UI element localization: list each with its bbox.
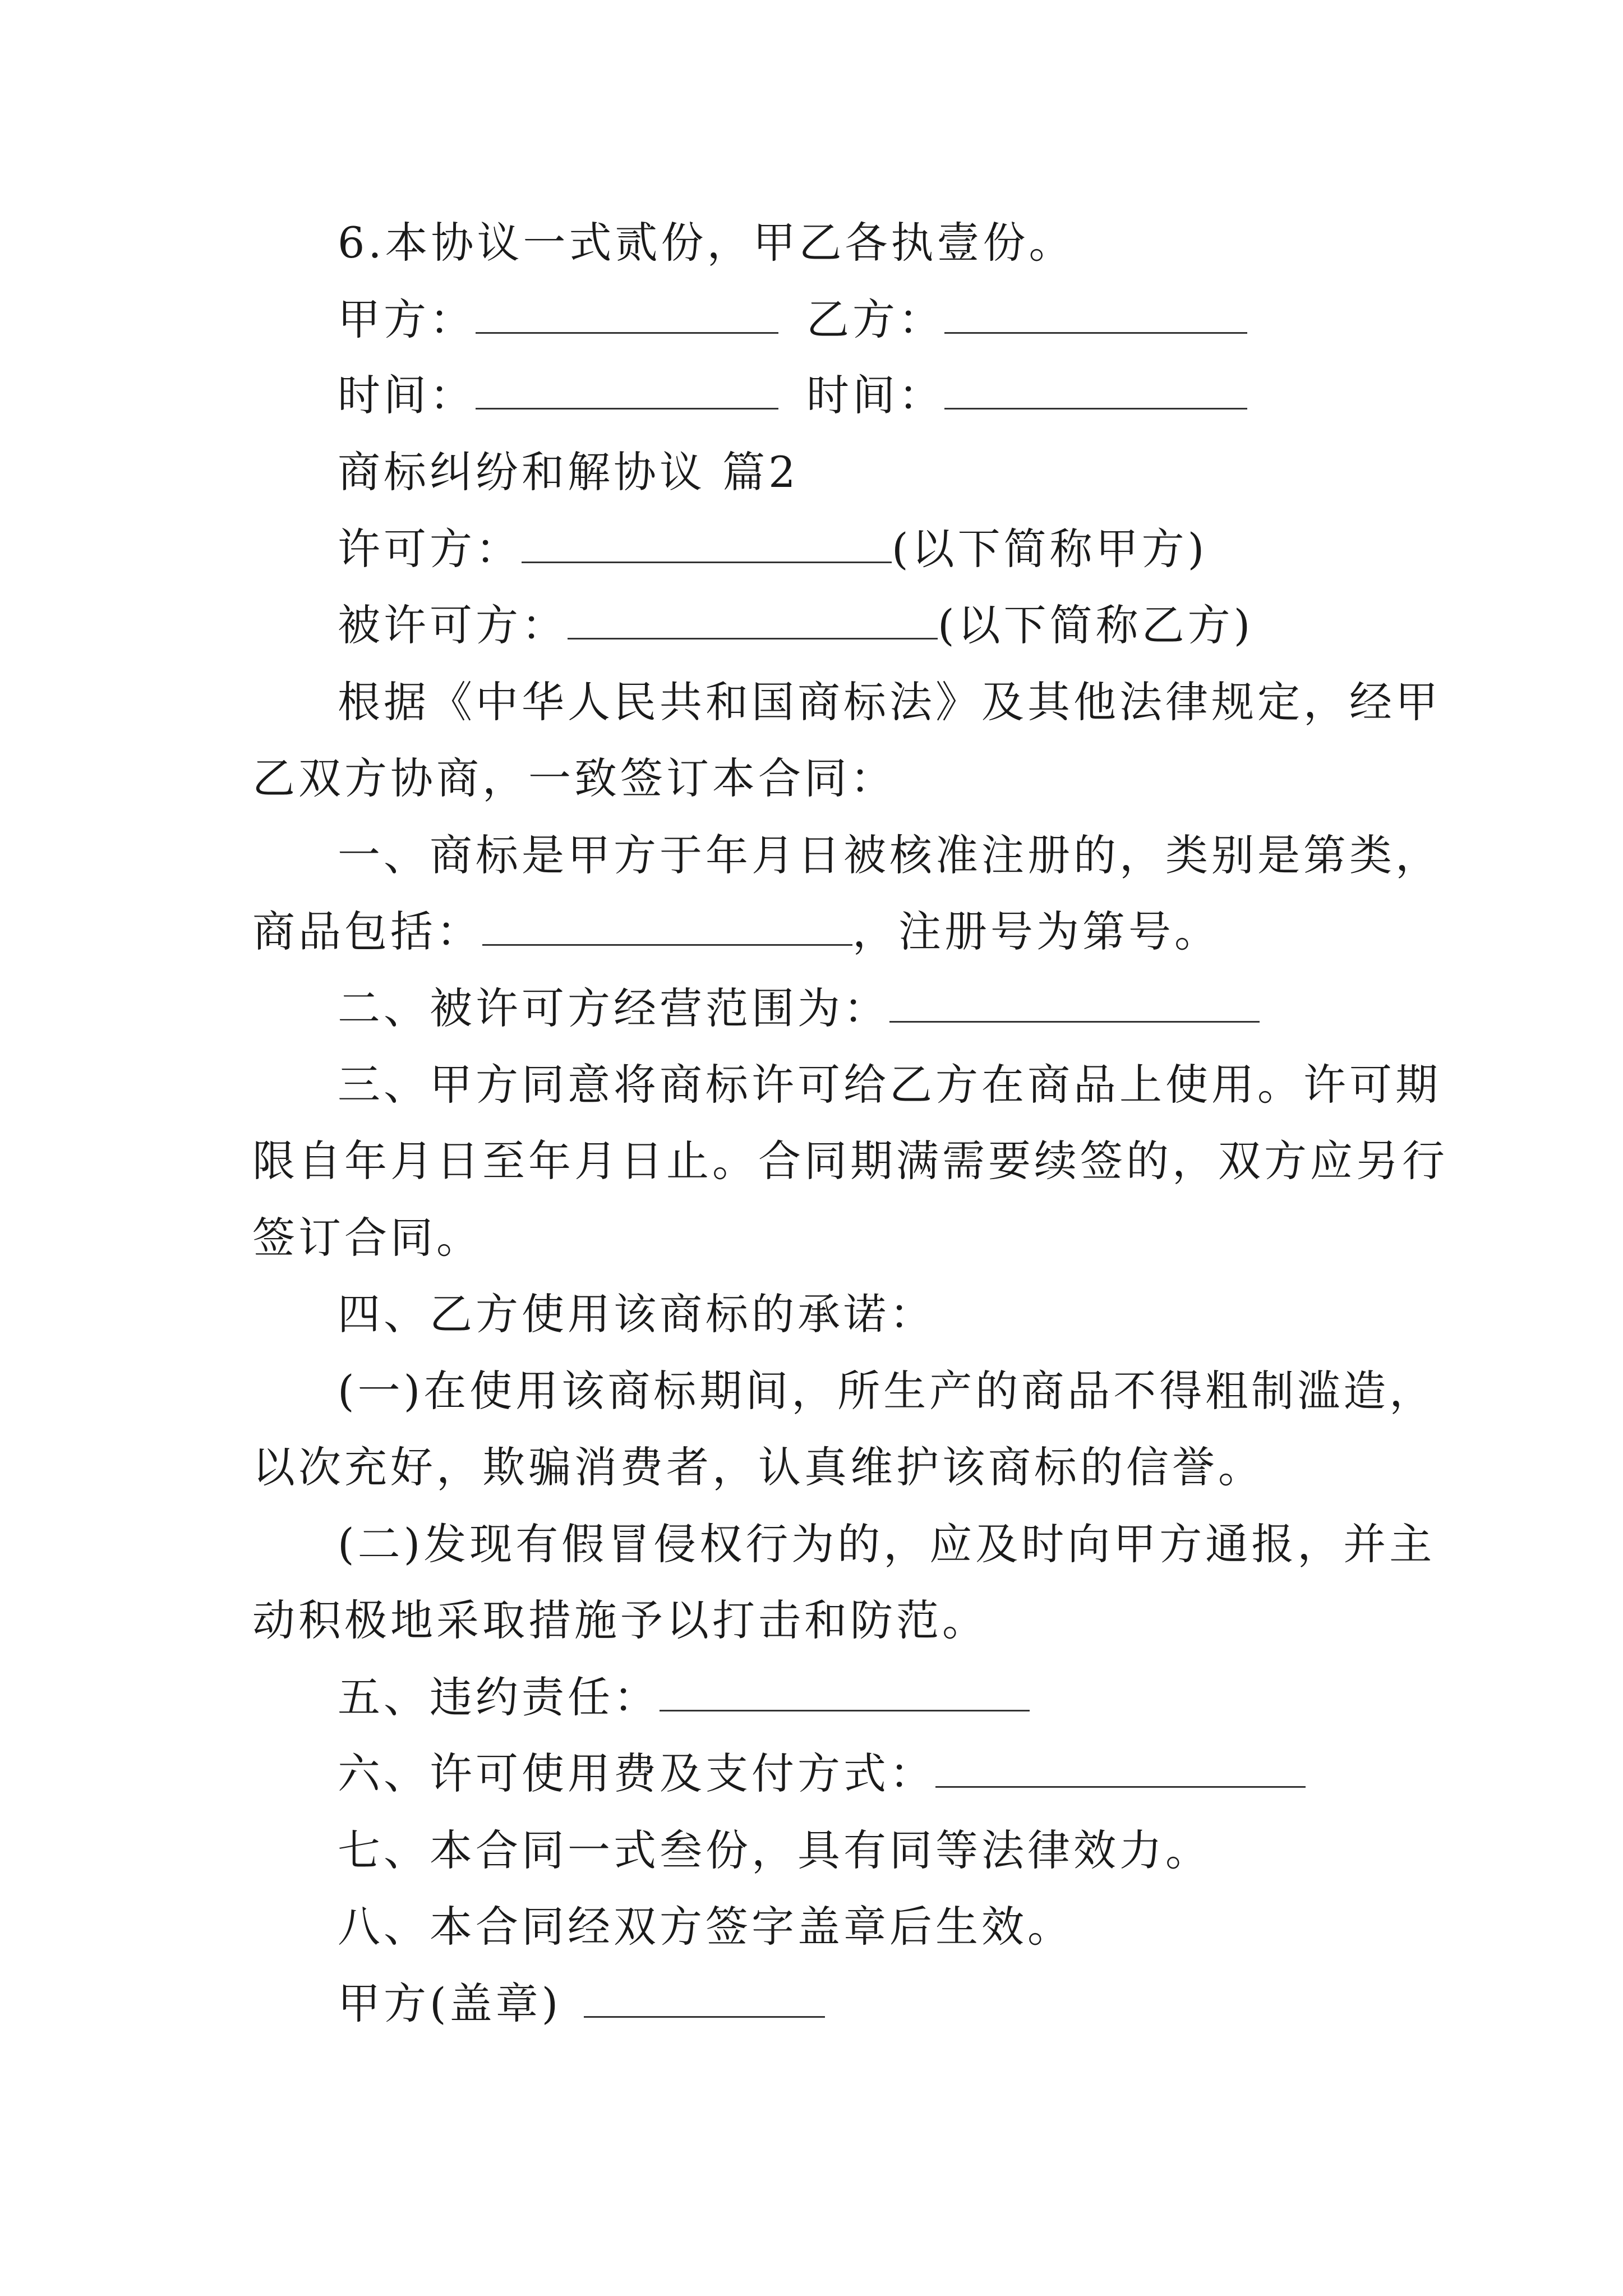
party-b-label: 乙方： bbox=[806, 295, 944, 344]
date-a-label: 时间： bbox=[338, 370, 476, 420]
article-6: 六、许可使用费及支付方式： bbox=[252, 1746, 1399, 1802]
licensor-blank bbox=[522, 521, 892, 563]
article-4-item-1-line-2: 以次充好，欺骗消费者，认真维护该商标的信誉。 bbox=[252, 1442, 1264, 1492]
date-a-blank bbox=[476, 367, 778, 409]
article-1-line-2: 商品包括： ，注册号为第号。 bbox=[252, 904, 1399, 960]
article-3-line-2: 限自年月日至年月日止。合同期满需要续签的，双方应另行 bbox=[252, 1136, 1448, 1186]
date-b-blank bbox=[944, 367, 1247, 409]
preamble-line-1: 根据《中华人民共和国商标法》及其他法律规定，经甲 bbox=[338, 677, 1441, 727]
article-2: 二、被许可方经营范围为： bbox=[252, 981, 1399, 1037]
date-b-label: 时间： bbox=[806, 370, 944, 420]
scope-blank bbox=[889, 981, 1260, 1023]
seal-blank bbox=[584, 1976, 825, 2018]
goods-blank bbox=[482, 904, 852, 946]
section-title: 商标纠纷和解协议 篇2 bbox=[338, 447, 799, 497]
party-signature-row bbox=[252, 292, 1399, 348]
date-row bbox=[252, 367, 1399, 424]
article-3-line-1: 三、甲方同意将商标许可给乙方在商品上使用。许可期 bbox=[338, 1060, 1441, 1110]
party-b-blank bbox=[944, 292, 1247, 334]
licensee-blank bbox=[568, 597, 938, 639]
article-8: 八、本合同经双方签字盖章后生效。 bbox=[338, 1902, 1073, 1952]
article-3-line-3: 签订合同。 bbox=[252, 1213, 482, 1263]
clause-6: 6.本协议一式贰份，甲乙各执壹份。 bbox=[338, 218, 1075, 268]
article-4-item-2-line-2: 动积极地采取措施予以打击和防范。 bbox=[252, 1595, 988, 1645]
article-5: 五、违约责任： bbox=[252, 1669, 1399, 1726]
licensee-row: 被许可方： (以下简称乙方) bbox=[252, 597, 1399, 654]
liability-blank bbox=[660, 1669, 1030, 1711]
article-4: 四、乙方使用该商标的承诺： bbox=[338, 1289, 935, 1339]
article-4-item-1-line-1: (一)在使用该商标期间，所生产的商品不得粗制滥造， bbox=[338, 1366, 1436, 1416]
article-1-line-1: 一、商标是甲方于年月日被核准注册的，类别是第类， bbox=[338, 830, 1441, 880]
licensor-row: 许可方： (以下简称甲方) bbox=[252, 521, 1399, 577]
party-a-seal-row: 甲方(盖章) bbox=[252, 1976, 1399, 2032]
article-4-item-2-line-1: (二)发现有假冒侵权行为的，应及时向甲方通报，并主 bbox=[338, 1519, 1436, 1569]
party-a-label: 甲方： bbox=[338, 295, 476, 344]
preamble-line-2: 乙双方协商，一致签订本合同： bbox=[252, 753, 896, 803]
fee-blank bbox=[935, 1746, 1306, 1788]
party-a-blank bbox=[476, 292, 778, 334]
article-7: 七、本合同一式叁份，具有同等法律效力。 bbox=[338, 1825, 1211, 1875]
